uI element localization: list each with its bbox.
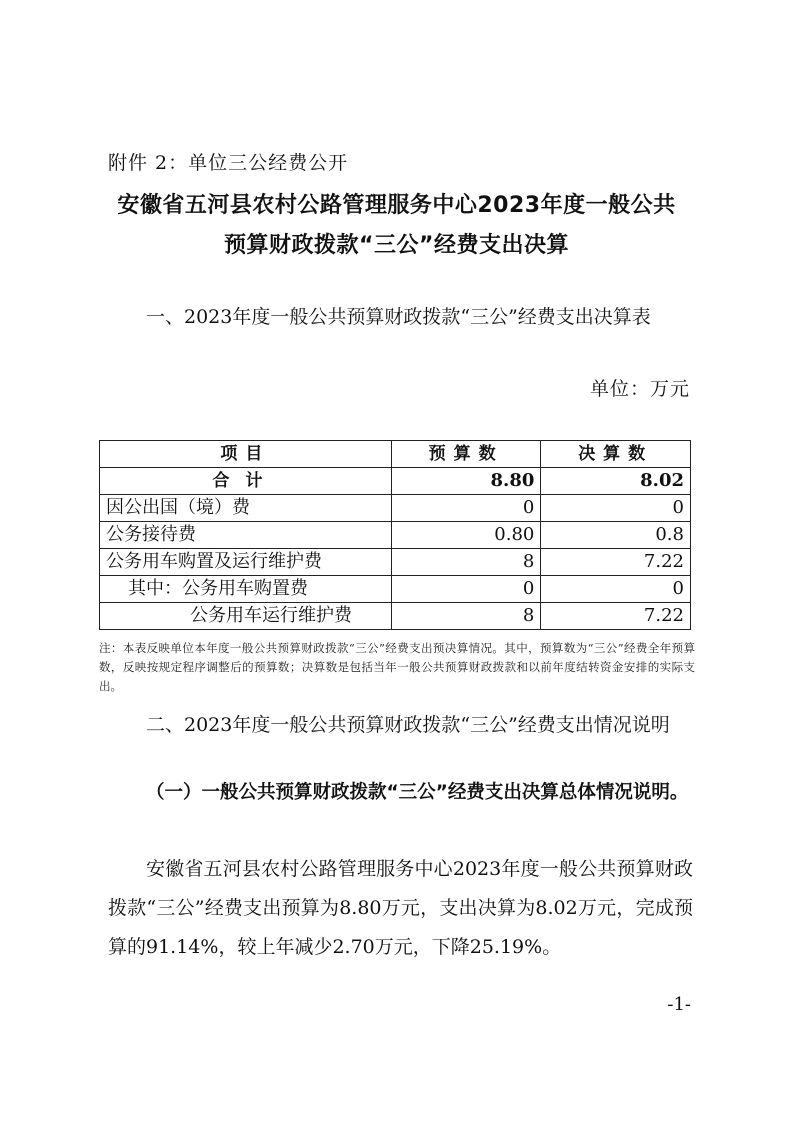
- row-label: 其中：公务用车购置费: [100, 576, 392, 603]
- header-actual: 决算数: [541, 441, 691, 468]
- header-budget: 预算数: [391, 441, 541, 468]
- header-item: 项目: [100, 441, 392, 468]
- row-budget: 0: [391, 576, 541, 603]
- row-label: 公务用车购置及运行维护费: [100, 549, 392, 576]
- table-row: [100, 576, 691, 603]
- body-paragraph: 安徽省五河县农村公路管理服务中心2023年度一般公共预算财政拨款“三公”经费支出预算为8.80万元，支出决算为8.02万元，完成预算的91.14%，较上年减少2.70万元，下降25.19%。: [108, 858, 693, 958]
- row-label: 公务接待费: [100, 522, 392, 549]
- row-actual: 7.22: [541, 603, 691, 630]
- row-actual: 0: [541, 576, 691, 603]
- row-label: 因公出国（境）费: [100, 495, 392, 522]
- page-number: -1-: [667, 994, 691, 1015]
- budget-table: [99, 440, 691, 630]
- total-label: 合计: [100, 468, 392, 495]
- table-row-total: [100, 468, 691, 495]
- unit-label: 单位：万元: [589, 378, 690, 400]
- table-header-row: [100, 441, 691, 468]
- row-actual: 0: [541, 495, 691, 522]
- attachment-label: 附件 2：单位三公经费公开: [108, 152, 349, 174]
- document-title-line2: 预算财政拨款“三公”经费支出决算: [224, 233, 569, 258]
- subsection1-heading: （一）一般公共预算财政拨款“三公”经费支出决算总体情况说明。: [146, 782, 689, 803]
- table-row: [100, 495, 691, 522]
- row-actual: 7.22: [541, 549, 691, 576]
- row-budget: 0: [391, 495, 541, 522]
- section2-heading: 二、2023年度一般公共预算财政拨款“三公”经费支出情况说明: [146, 714, 670, 736]
- table-row: [100, 603, 691, 630]
- row-label: 公务用车运行维护费: [100, 603, 392, 630]
- row-actual: 0.8: [541, 522, 691, 549]
- row-budget: 0.80: [391, 522, 541, 549]
- row-budget: 8: [391, 603, 541, 630]
- table-row: [100, 549, 691, 576]
- table-note: 注：本表反映单位本年度一般公共预算财政拨款“三公”经费支出预决算情况。其中，预算数为“三公”经费全年预算数，反映按规定程序调整后的预算数；决算数是包括当年一般公共预算财政拨款和以前年度结转资金安排的实际支出。: [99, 641, 695, 693]
- total-actual: 8.02: [541, 468, 691, 495]
- table-row: [100, 522, 691, 549]
- document-title-line1: 安徽省五河县农村公路管理服务中心2023年度一般公共: [117, 193, 676, 218]
- total-budget: 8.80: [391, 468, 541, 495]
- row-budget: 8: [391, 549, 541, 576]
- section1-heading: 一、2023年度一般公共预算财政拨款“三公”经费支出决算表: [146, 306, 651, 328]
